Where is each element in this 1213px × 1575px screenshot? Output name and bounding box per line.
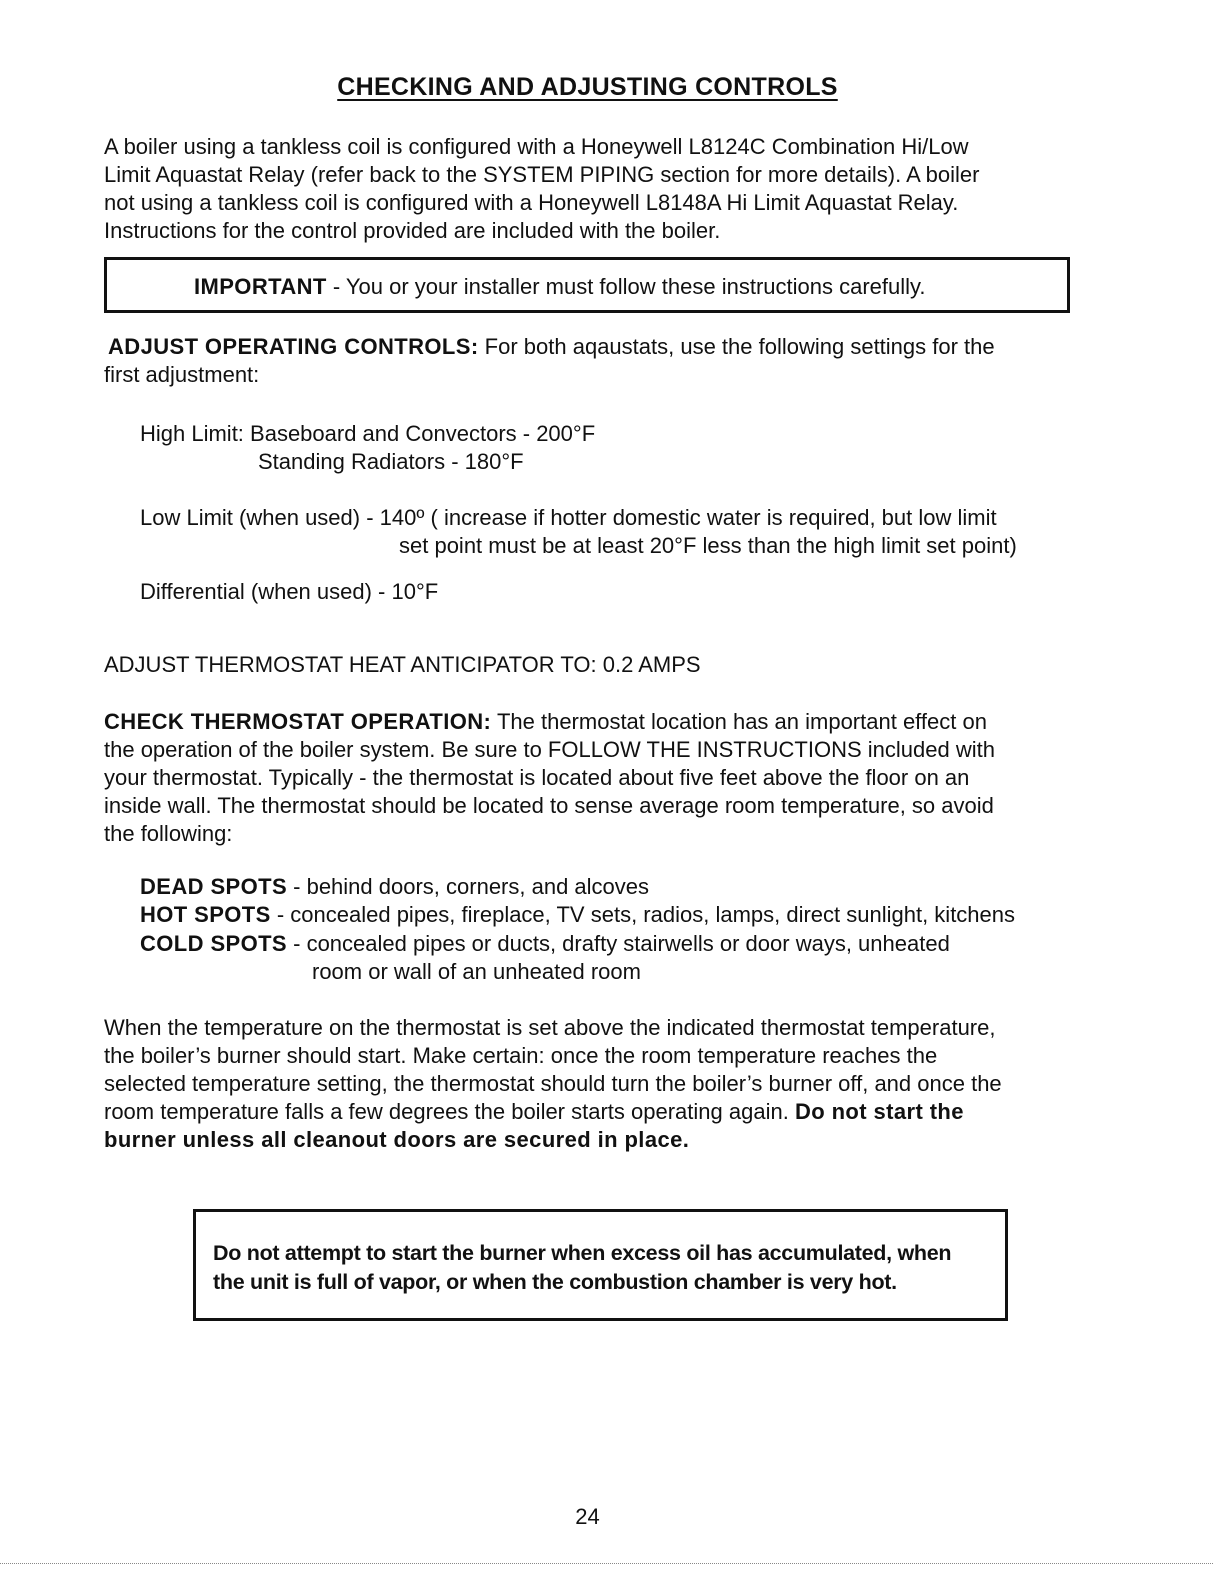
warning-line: the unit is full of vapor, or when the combustion chamber is very hot. — [213, 1270, 897, 1294]
operation-line: selected temperature setting, the thermostat should turn the boiler’s burner off, and once the — [104, 1071, 1002, 1096]
check-thermostat-line: the following: — [104, 821, 233, 846]
important-notice — [194, 273, 925, 301]
dead-spots-text: - behind doors, corners, and alcoves — [287, 874, 650, 899]
low-limit-setting: Low Limit (when used) - 140º ( increase if hotter domestic water is required, but low limit — [140, 505, 997, 530]
page-number: 24 — [575, 1504, 600, 1529]
adjust-operating-label: ADJUST OPERATING CONTROLS: — [108, 334, 479, 359]
dead-spots-item — [140, 873, 649, 901]
operation-text: room temperature falls a few degrees the boiler starts operating again. — [104, 1099, 795, 1124]
operation-line — [104, 1098, 964, 1126]
warning-text — [213, 1239, 1003, 1297]
important-label: IMPORTANT — [194, 274, 327, 299]
bottom-divider — [0, 1563, 1213, 1564]
high-limit-setting-2: Standing Radiators - 180°F — [258, 449, 524, 474]
intro-line: Limit Aquastat Relay (refer back to the SYSTEM PIPING section for more details). A boiler — [104, 162, 980, 187]
adjust-operating-line — [104, 333, 995, 361]
high-limit-setting: High Limit: Baseboard and Convectors - 200°F — [140, 421, 596, 446]
intro-line: not using a tankless coil is configured with a Honeywell L8148A Hi Limit Aquastat Relay. — [104, 190, 959, 215]
anticipator-instruction: ADJUST THERMOSTAT HEAT ANTICIPATOR TO: 0.2 AMPS — [104, 652, 701, 677]
hot-spots-text: - concealed pipes, fireplace, TV sets, radios, lamps, direct sunlight, kitchens — [270, 902, 1016, 927]
cold-spots-item-2: room or wall of an unheated room — [312, 959, 641, 984]
important-notice-box — [104, 257, 1070, 313]
warning-box — [193, 1209, 1008, 1321]
important-text: - You or your installer must follow these instructions carefully. — [326, 274, 926, 299]
adjust-operating-line-2: first adjustment: — [104, 362, 260, 387]
warning-line: Do not attempt to start the burner when excess oil has accumulated, when — [213, 1241, 952, 1265]
check-thermostat-line: inside wall. The thermostat should be located to sense average room temperature, so avoid — [104, 793, 994, 818]
hot-spots-label: HOT SPOTS — [140, 902, 271, 927]
operation-bold-text: Do not start the — [794, 1099, 964, 1124]
check-thermostat-line: your thermostat. Typically - the thermostat is located about five feet above the floor on an — [104, 765, 970, 790]
check-thermostat-text: The thermostat location has an important effect on — [491, 709, 987, 734]
dead-spots-label: DEAD SPOTS — [140, 874, 288, 899]
intro-line: Instructions for the control provided are included with the boiler. — [104, 218, 721, 243]
check-thermostat-line: the operation of the boiler system. Be sure to FOLLOW THE INSTRUCTIONS included with — [104, 737, 995, 762]
check-thermostat-label: CHECK THERMOSTAT OPERATION: — [104, 709, 492, 734]
cold-spots-item — [140, 930, 950, 958]
intro-line: A boiler using a tankless coil is configured with a Honeywell L8124C Combination Hi/Low — [104, 134, 969, 159]
cold-spots-text: - concealed pipes or ducts, drafty stairwells or door ways, unheated — [287, 931, 950, 956]
operation-line: When the temperature on the thermostat is set above the indicated thermostat temperature, — [104, 1015, 996, 1040]
operation-bold-line: burner unless all cleanout doors are secured in place. — [104, 1127, 690, 1152]
check-thermostat-line — [104, 708, 987, 736]
low-limit-setting-2: set point must be at least 20°F less than the high limit set point) — [399, 533, 1017, 558]
page-title: CHECKING AND ADJUSTING CONTROLS — [337, 73, 838, 101]
cold-spots-label: COLD SPOTS — [140, 931, 288, 956]
adjust-operating-text: For both aqaustats, use the following settings for the — [478, 334, 995, 359]
hot-spots-item — [140, 901, 1015, 929]
operation-line: the boiler’s burner should start. Make certain: once the room temperature reaches the — [104, 1043, 938, 1068]
differential-setting: Differential (when used) - 10°F — [140, 579, 439, 604]
